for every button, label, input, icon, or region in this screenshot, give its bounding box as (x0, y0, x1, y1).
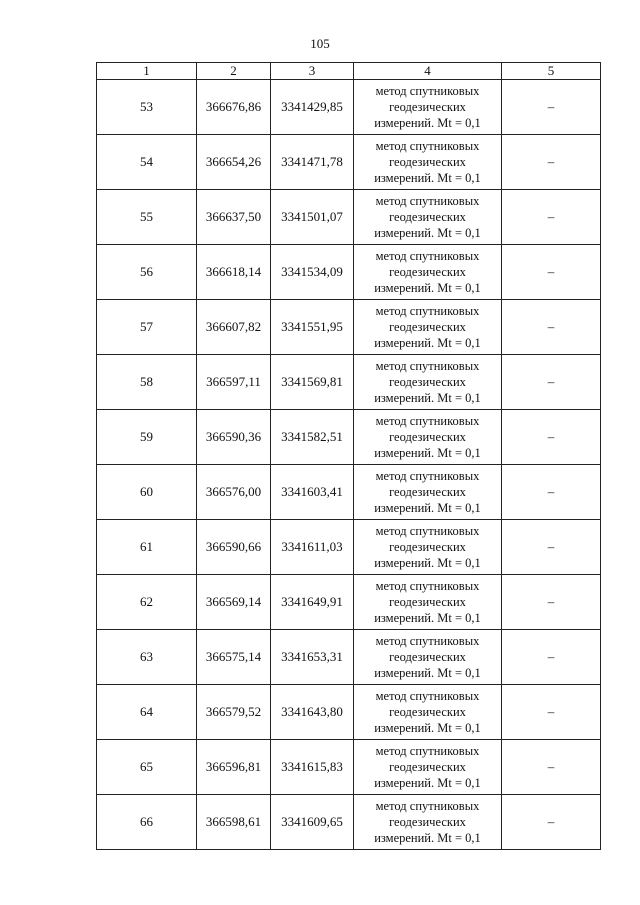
method-cell (354, 80, 502, 135)
method-line: метод спутниковых (375, 359, 480, 373)
y-coordinate-cell: 3341649,91 (271, 575, 354, 630)
x-coordinate-cell: 366590,66 (197, 520, 271, 575)
x-coordinate-cell: 366569,14 (197, 575, 271, 630)
method-cell (354, 795, 502, 850)
note-cell: – (502, 465, 601, 520)
point-number-cell: 62 (97, 575, 197, 630)
x-coordinate-cell: 366598,61 (197, 795, 271, 850)
method-line: метод спутниковых (375, 799, 480, 813)
coordinates-table (96, 62, 601, 850)
note-cell: – (502, 630, 601, 685)
note-cell: – (502, 80, 601, 135)
table-row (97, 740, 601, 795)
table-row (97, 135, 601, 190)
method-line: геодезических (389, 375, 466, 389)
point-number-cell: 61 (97, 520, 197, 575)
point-number-cell: 60 (97, 465, 197, 520)
point-number-cell: 63 (97, 630, 197, 685)
method-line: измерений. Mt = 0,1 (374, 281, 481, 295)
table-row (97, 520, 601, 575)
column-header-1: 1 (97, 63, 197, 80)
note-cell: – (502, 520, 601, 575)
method-line: измерений. Mt = 0,1 (374, 116, 481, 130)
method-line: измерений. Mt = 0,1 (374, 391, 481, 405)
table-row (97, 575, 601, 630)
note-cell: – (502, 795, 601, 850)
method-line: метод спутниковых (375, 249, 480, 263)
point-number-cell: 54 (97, 135, 197, 190)
method-line: геодезических (389, 760, 466, 774)
method-line: метод спутниковых (375, 689, 480, 703)
method-line: геодезических (389, 155, 466, 169)
x-coordinate-cell: 366654,26 (197, 135, 271, 190)
point-number-cell: 56 (97, 245, 197, 300)
method-line: метод спутниковых (375, 524, 480, 538)
method-line: метод спутниковых (375, 304, 480, 318)
table-row (97, 355, 601, 410)
note-cell: – (502, 300, 601, 355)
method-cell (354, 355, 502, 410)
method-line: измерений. Mt = 0,1 (374, 501, 481, 515)
y-coordinate-cell: 3341569,81 (271, 355, 354, 410)
x-coordinate-cell: 366637,50 (197, 190, 271, 245)
method-cell (354, 190, 502, 245)
y-coordinate-cell: 3341643,80 (271, 685, 354, 740)
method-line: геодезических (389, 650, 466, 664)
x-coordinate-cell: 366576,00 (197, 465, 271, 520)
point-number-cell: 58 (97, 355, 197, 410)
method-line: измерений. Mt = 0,1 (374, 336, 481, 350)
y-coordinate-cell: 3341603,41 (271, 465, 354, 520)
method-line: геодезических (389, 265, 466, 279)
method-line: геодезических (389, 430, 466, 444)
method-line: измерений. Mt = 0,1 (374, 776, 481, 790)
method-line: метод спутниковых (375, 139, 480, 153)
point-number-cell: 65 (97, 740, 197, 795)
note-cell: – (502, 575, 601, 630)
method-line: метод спутниковых (375, 744, 480, 758)
method-cell (354, 520, 502, 575)
note-cell: – (502, 135, 601, 190)
point-number-cell: 55 (97, 190, 197, 245)
point-number-cell: 57 (97, 300, 197, 355)
y-coordinate-cell: 3341615,83 (271, 740, 354, 795)
note-cell: – (502, 410, 601, 465)
method-line: измерений. Mt = 0,1 (374, 666, 481, 680)
table-row (97, 245, 601, 300)
table-body (97, 80, 601, 850)
x-coordinate-cell: 366597,11 (197, 355, 271, 410)
method-cell (354, 135, 502, 190)
method-line: измерений. Mt = 0,1 (374, 831, 481, 845)
method-cell (354, 575, 502, 630)
method-line: геодезических (389, 815, 466, 829)
note-cell: – (502, 740, 601, 795)
x-coordinate-cell: 366575,14 (197, 630, 271, 685)
method-cell (354, 685, 502, 740)
method-cell (354, 740, 502, 795)
method-line: измерений. Mt = 0,1 (374, 556, 481, 570)
table-row (97, 80, 601, 135)
note-cell: – (502, 190, 601, 245)
x-coordinate-cell: 366579,52 (197, 685, 271, 740)
method-line: измерений. Mt = 0,1 (374, 721, 481, 735)
x-coordinate-cell: 366607,82 (197, 300, 271, 355)
table-row (97, 410, 601, 465)
method-line: метод спутниковых (375, 579, 480, 593)
y-coordinate-cell: 3341471,78 (271, 135, 354, 190)
y-coordinate-cell: 3341501,07 (271, 190, 354, 245)
column-header-3: 3 (271, 63, 354, 80)
table-row (97, 465, 601, 520)
table-row (97, 300, 601, 355)
y-coordinate-cell: 3341611,03 (271, 520, 354, 575)
y-coordinate-cell: 3341653,31 (271, 630, 354, 685)
column-header-5: 5 (502, 63, 601, 80)
method-line: геодезических (389, 100, 466, 114)
x-coordinate-cell: 366676,86 (197, 80, 271, 135)
point-number-cell: 66 (97, 795, 197, 850)
note-cell: – (502, 245, 601, 300)
method-line: метод спутниковых (375, 414, 480, 428)
method-line: измерений. Mt = 0,1 (374, 611, 481, 625)
table-row (97, 685, 601, 740)
x-coordinate-cell: 366618,14 (197, 245, 271, 300)
table-header-row (97, 63, 601, 80)
method-line: геодезических (389, 705, 466, 719)
page-number: 105 (310, 36, 330, 51)
method-line: геодезических (389, 210, 466, 224)
note-cell: – (502, 685, 601, 740)
method-line: измерений. Mt = 0,1 (374, 446, 481, 460)
method-line: измерений. Mt = 0,1 (374, 226, 481, 240)
method-line: геодезических (389, 485, 466, 499)
method-cell (354, 630, 502, 685)
method-line: метод спутниковых (375, 469, 480, 483)
column-header-2: 2 (197, 63, 271, 80)
method-line: геодезических (389, 320, 466, 334)
point-number-cell: 59 (97, 410, 197, 465)
method-cell (354, 245, 502, 300)
y-coordinate-cell: 3341609,65 (271, 795, 354, 850)
method-line: метод спутниковых (375, 194, 480, 208)
method-line: метод спутниковых (375, 634, 480, 648)
y-coordinate-cell: 3341429,85 (271, 80, 354, 135)
method-line: геодезических (389, 595, 466, 609)
point-number-cell: 53 (97, 80, 197, 135)
table-row (97, 795, 601, 850)
method-cell (354, 410, 502, 465)
method-cell (354, 465, 502, 520)
note-cell: – (502, 355, 601, 410)
column-header-4: 4 (354, 63, 502, 80)
y-coordinate-cell: 3341582,51 (271, 410, 354, 465)
point-number-cell: 64 (97, 685, 197, 740)
y-coordinate-cell: 3341534,09 (271, 245, 354, 300)
x-coordinate-cell: 366590,36 (197, 410, 271, 465)
table-row (97, 630, 601, 685)
y-coordinate-cell: 3341551,95 (271, 300, 354, 355)
method-line: геодезических (389, 540, 466, 554)
table-row (97, 190, 601, 245)
method-cell (354, 300, 502, 355)
method-line: измерений. Mt = 0,1 (374, 171, 481, 185)
method-line: метод спутниковых (375, 84, 480, 98)
x-coordinate-cell: 366596,81 (197, 740, 271, 795)
